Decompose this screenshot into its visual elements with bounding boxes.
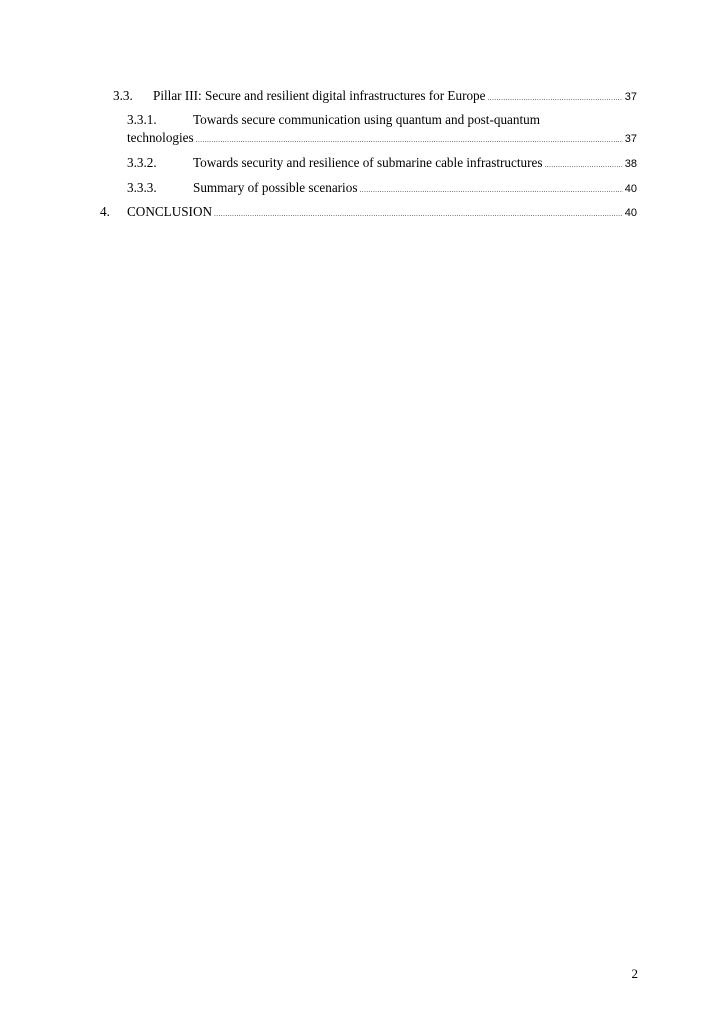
toc-entry-title: Towards security and resilience of submarine cable infrastructures	[193, 155, 543, 170]
toc-entry-3-3-2[interactable]	[127, 155, 637, 174]
toc-entry-number: 3.3.2.	[127, 155, 157, 170]
toc-entry-page: 40	[624, 183, 637, 195]
toc-entry-3-3-3[interactable]	[127, 180, 637, 199]
toc-entry-3-3-1[interactable]	[127, 112, 637, 128]
toc-entry-number: 3.3.1.	[127, 112, 157, 127]
toc-entry-3-3-1-continued[interactable]	[127, 130, 637, 149]
toc-entry-title: Towards secure communication using quantum and post-quantum	[193, 112, 541, 127]
toc-entry-title: CONCLUSION	[127, 204, 212, 219]
toc-entry-number: 4.	[100, 204, 110, 219]
dot-leader	[488, 91, 623, 107]
toc-entry-number: 3.3.3.	[127, 180, 157, 195]
dot-leader	[196, 133, 623, 149]
toc-entry-title: Pillar III: Secure and resilient digital infrastructures for Europe	[153, 88, 486, 103]
dot-leader	[359, 183, 622, 199]
toc-entry-4[interactable]	[100, 204, 637, 223]
toc-entry-3-3[interactable]	[113, 88, 637, 107]
dot-leader	[214, 207, 623, 223]
toc-entry-page: 37	[624, 133, 637, 145]
toc-entry-page: 37	[624, 91, 637, 103]
toc-entry-title: Summary of possible scenarios	[193, 180, 358, 195]
toc-entry-number: 3.3.	[113, 88, 133, 103]
toc-entry-title-continued: technologies	[127, 130, 194, 145]
page-number: 2	[631, 966, 638, 981]
dot-leader	[545, 158, 623, 174]
toc-entry-page: 38	[624, 158, 637, 170]
toc-entry-page: 40	[624, 207, 637, 219]
